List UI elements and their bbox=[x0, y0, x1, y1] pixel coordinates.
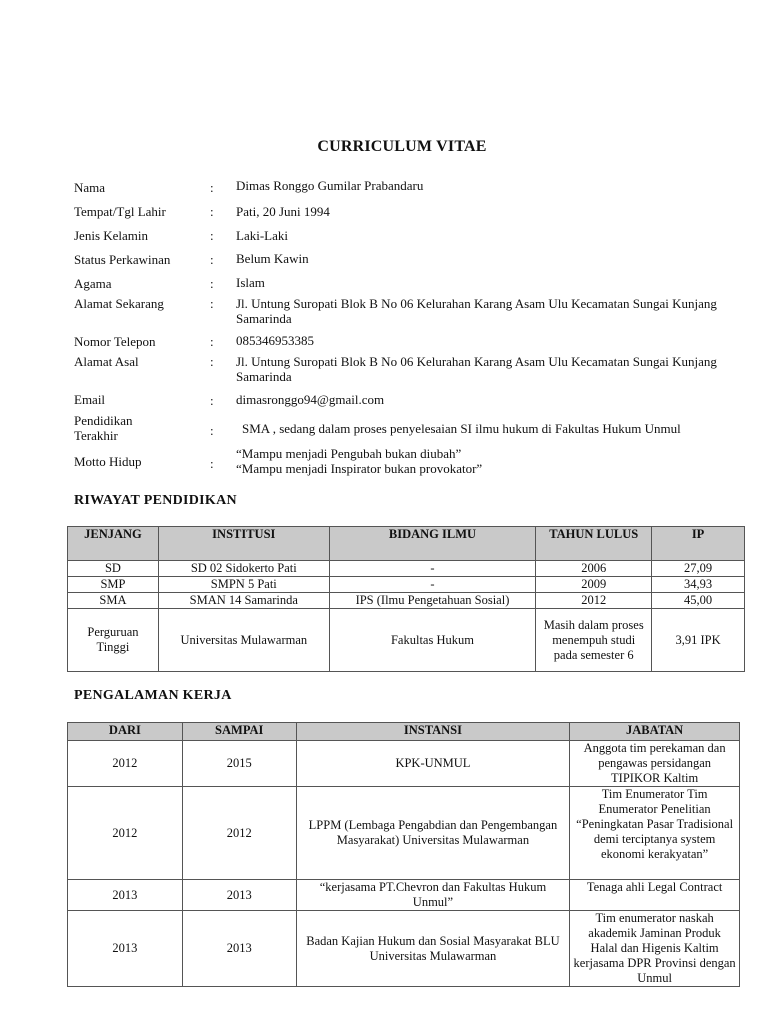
table-cell: Universitas Mulawarman bbox=[158, 609, 329, 672]
column-header: JENJANG bbox=[68, 527, 159, 561]
education-table bbox=[67, 526, 745, 672]
table-cell: Tim Enumerator Tim Enumerator Penelitian “Peningkatan Pasar Tradisional demi terciptanya system ekonomi kerakyatan” bbox=[570, 787, 740, 880]
bio-colon: : bbox=[210, 204, 214, 219]
table-row bbox=[68, 609, 745, 672]
bio-value-motto-hidup: “Mampu menjadi Pengubah bukan diubah” “Mampu menjadi Inspirator bukan provokator” bbox=[236, 446, 483, 476]
bio-colon: : bbox=[210, 456, 214, 471]
bio-label-pendidikan-terakhir: Pendidikan Terakhir bbox=[74, 413, 133, 443]
table-cell: SMP bbox=[68, 577, 159, 593]
column-header: INSTANSI bbox=[296, 723, 570, 741]
bio-value-alamat-asal: Jl. Untung Suropati Blok B No 06 Kelurahan Karang Asam Ulu Kecamatan Sungai Kunjang Samarinda bbox=[236, 354, 717, 384]
table-cell: - bbox=[329, 577, 536, 593]
bio-colon: : bbox=[210, 354, 214, 369]
bio-colon: : bbox=[210, 423, 214, 438]
table-cell: “kerjasama PT.Chevron dan Fakultas Hukum Unmul” bbox=[296, 880, 570, 911]
bio-colon: : bbox=[210, 334, 214, 349]
table-cell: - bbox=[329, 561, 536, 577]
bio-label-agama: Agama bbox=[74, 276, 112, 291]
bio-colon: : bbox=[210, 252, 214, 267]
table-cell: 3,91 IPK bbox=[652, 609, 745, 672]
table-cell: 2013 bbox=[68, 880, 183, 911]
table-cell: LPPM (Lembaga Pengabdian dan Pengembangan Masyarakat) Universitas Mulawarman bbox=[296, 787, 570, 880]
bio-value-nama: Dimas Ronggo Gumilar Prabandaru bbox=[236, 178, 424, 193]
table-row bbox=[68, 787, 740, 880]
bio-label-status-perkawinan: Status Perkawinan bbox=[74, 252, 171, 267]
bio-colon: : bbox=[210, 276, 214, 291]
table-row bbox=[68, 577, 745, 593]
table-row bbox=[68, 593, 745, 609]
table-cell: 2013 bbox=[68, 911, 183, 987]
bio-label-jenis-kelamin: Jenis Kelamin bbox=[74, 228, 149, 243]
table-cell: Tenaga ahli Legal Contract bbox=[570, 880, 740, 911]
education-heading: RIWAYAT PENDIDIKAN bbox=[74, 493, 237, 508]
work-table bbox=[67, 722, 740, 987]
bio-value-status-perkawinan: Belum Kawin bbox=[236, 251, 309, 266]
table-cell: Perguruan Tinggi bbox=[68, 609, 159, 672]
table-cell: Masih dalam proses menempuh studi pada semester 6 bbox=[536, 609, 652, 672]
bio-label-nama: Nama bbox=[74, 180, 106, 195]
column-header: DARI bbox=[68, 723, 183, 741]
document-title: CURRICULUM VITAE bbox=[317, 138, 487, 155]
bio-label-alamat-asal: Alamat Asal bbox=[74, 354, 139, 369]
table-cell: 2006 bbox=[536, 561, 652, 577]
table-cell: 45,00 bbox=[652, 593, 745, 609]
table-cell: 2012 bbox=[68, 741, 183, 787]
table-cell: SMPN 5 Pati bbox=[158, 577, 329, 593]
table-cell: Tim enumerator naskah akademik Jaminan Produk Halal dan Higenis Kaltim kerjasama DPR Provinsi dengan Unmul bbox=[570, 911, 740, 987]
bio-colon: : bbox=[210, 180, 214, 195]
bio-value-tempat-lahir: Pati, 20 Juni 1994 bbox=[236, 204, 330, 219]
table-cell: Anggota tim perekaman dan pengawas persidangan TIPIKOR Kaltim bbox=[570, 741, 740, 787]
column-header: TAHUN LULUS bbox=[536, 527, 652, 561]
bio-label-nomor-telepon: Nomor Telepon bbox=[74, 334, 156, 349]
table-row bbox=[68, 561, 745, 577]
bio-label-tempat-lahir: Tempat/Tgl Lahir bbox=[74, 204, 166, 219]
bio-colon: : bbox=[210, 393, 214, 408]
column-header: SAMPAI bbox=[182, 723, 296, 741]
column-header: JABATAN bbox=[570, 723, 740, 741]
bio-label-alamat-sekarang: Alamat Sekarang bbox=[74, 296, 164, 311]
table-cell: KPK-UNMUL bbox=[296, 741, 570, 787]
table-row bbox=[68, 880, 740, 911]
work-header-row bbox=[68, 723, 740, 741]
table-cell: 2009 bbox=[536, 577, 652, 593]
work-heading: PENGALAMAN KERJA bbox=[74, 688, 232, 703]
table-cell: SD 02 Sidokerto Pati bbox=[158, 561, 329, 577]
bio-value-nomor-telepon: 085346953385 bbox=[236, 333, 314, 348]
table-cell: 2012 bbox=[68, 787, 183, 880]
column-header: IP bbox=[652, 527, 745, 561]
bio-colon: : bbox=[210, 296, 214, 311]
bio-value-jenis-kelamin: Laki-Laki bbox=[236, 228, 288, 243]
bio-value-alamat-sekarang: Jl. Untung Suropati Blok B No 06 Kelurahan Karang Asam Ulu Kecamatan Sungai Kunjang Samarinda bbox=[236, 296, 717, 326]
table-cell: SMAN 14 Samarinda bbox=[158, 593, 329, 609]
table-row bbox=[68, 911, 740, 987]
table-row bbox=[68, 741, 740, 787]
bio-colon: : bbox=[210, 228, 214, 243]
table-cell: 2015 bbox=[182, 741, 296, 787]
column-header: INSTITUSI bbox=[158, 527, 329, 561]
column-header: BIDANG ILMU bbox=[329, 527, 536, 561]
table-cell: SMA bbox=[68, 593, 159, 609]
table-cell: Fakultas Hukum bbox=[329, 609, 536, 672]
table-cell: 34,93 bbox=[652, 577, 745, 593]
table-cell: 2013 bbox=[182, 911, 296, 987]
table-cell: Badan Kajian Hukum dan Sosial Masyarakat BLU Universitas Mulawarman bbox=[296, 911, 570, 987]
table-cell: 2012 bbox=[182, 787, 296, 880]
bio-value-pendidikan-terakhir: SMA , sedang dalam proses penyelesaian SI ilmu hukum di Fakultas Hukum Unmul bbox=[242, 421, 681, 436]
table-cell: 27,09 bbox=[652, 561, 745, 577]
table-cell: IPS (Ilmu Pengetahuan Sosial) bbox=[329, 593, 536, 609]
bio-value-email: dimasronggo94@gmail.com bbox=[236, 392, 385, 407]
table-cell: 2012 bbox=[536, 593, 652, 609]
education-header-row bbox=[68, 527, 745, 561]
bio-label-email: Email bbox=[74, 392, 106, 407]
table-cell: SD bbox=[68, 561, 159, 577]
table-cell: 2013 bbox=[182, 880, 296, 911]
bio-label-motto-hidup: Motto Hidup bbox=[74, 454, 142, 469]
bio-value-agama: Islam bbox=[236, 275, 265, 290]
